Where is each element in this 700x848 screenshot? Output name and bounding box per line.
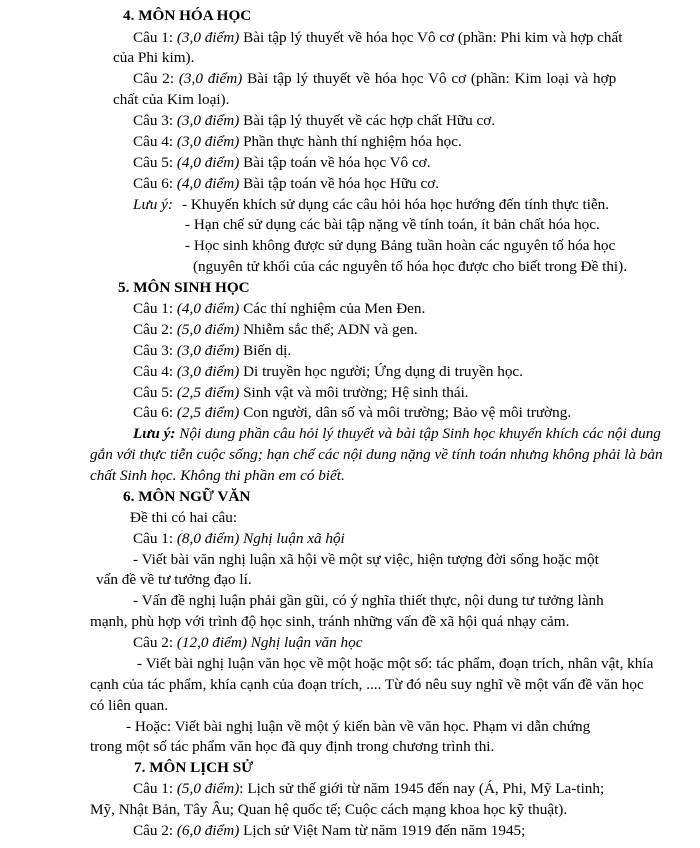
lit-intro: Đề thi có hai câu: <box>130 509 238 526</box>
bio-q5: Câu 5: (2,5 điểm) Sinh vật và môi trường; Hệ sinh thái. <box>133 384 469 401</box>
hist-q2: Câu 2: (6,0 điểm) Lịch sử Việt Nam từ năm 1919 đến năm 1945; <box>133 822 526 839</box>
bio-note-line-2: gắn với thực tiễn cuộc sống; hạn chế các nội dung nặng về tính toán nhưng không phải là bản <box>90 446 663 463</box>
bio-note-line-3: chất Sinh học. Không thi phần em có biết. <box>90 467 345 484</box>
lit-q1-line-1: - Viết bài văn nghị luận xã hội về một sự việc, hiện tượng đời sống hoặc một <box>133 551 599 568</box>
lit-q1-line-4: mạnh, phù hợp với trình độ học sinh, tránh những vấn đề xã hội quá nhạy cảm. <box>90 613 570 630</box>
section-title-chemistry: 4. MÔN HÓA HỌC <box>123 7 252 24</box>
chem-q6: Câu 6: (4,0 điểm) Bài tập toán về hóa học Hữu cơ. <box>133 175 440 192</box>
chem-note-label: Lưu ý: <box>133 196 173 213</box>
lit-q1: Câu 1: (8,0 điểm) Nghị luận xã hội <box>133 530 345 547</box>
chem-q1: Câu 1: (3,0 điểm) Bài tập lý thuyết về hóa học Vô cơ (phần: Phi kim và hợp chất <box>133 29 623 46</box>
bio-note-line-1: Lưu ý: Nội dung phần câu hỏi lý thuyết và bài tập Sinh học khuyến khích các nội dung <box>133 425 661 442</box>
chem-q2-cont: chất của Kim loại). <box>113 91 230 108</box>
lit-q1-line-2: vấn đề về tư tưởng đạo lí. <box>96 571 252 588</box>
section-title-biology: 5. MÔN SINH HỌC <box>118 279 250 296</box>
chem-q4: Câu 4: (3,0 điểm) Phần thực hành thí nghiệm hóa học. <box>133 133 462 150</box>
bio-q3: Câu 3: (3,0 điểm) Biến dị. <box>133 342 292 359</box>
chem-note-line-2: - Hạn chế sử dụng các bài tập nặng về tính toán, ít bản chất hóa học. <box>185 216 600 233</box>
chem-q1-cont: của Phi kim). <box>113 49 195 66</box>
hist-q1: Câu 1: (5,0 điểm): Lịch sử thế giới từ năm 1945 đến nay (Á, Phi, Mỹ La-tinh; <box>133 780 605 797</box>
lit-q2-line-2: cạnh của tác phẩm, khía cạnh của đoạn trích, .... Từ đó nêu suy nghĩ về một vấn đề văn học <box>90 676 644 693</box>
bio-q6: Câu 6: (2,5 điểm) Con người, dân số và môi trường; Bảo vệ môi trường. <box>133 404 572 421</box>
lit-q2-line-1: - Viết bài nghị luận văn học về một hoặc một số: tác phẩm, đoạn trích, nhân vật, khía <box>137 655 654 672</box>
chem-note-line-1: - Khuyến khích sử dụng các câu hỏi hóa học hướng đến tính thực tiễn. <box>182 196 610 213</box>
hist-q1-cont: Mỹ, Nhật Bản, Tây Âu; Quan hệ quốc tế; Cuộc cách mạng khoa học kỹ thuật). <box>90 801 568 818</box>
lit-q2-line-5: trong một số tác phẩm văn học đã quy định trong chương trình thi. <box>90 738 495 755</box>
chem-note-line-3: - Học sinh không được sử dụng Bảng tuần hoàn các nguyên tố hóa học <box>185 237 616 254</box>
lit-q2-line-3: có liên quan. <box>90 697 169 714</box>
bio-q2: Câu 2: (5,0 điểm) Nhiễm sắc thể; ADN và gen. <box>133 321 418 338</box>
section-title-literature: 6. MÔN NGỮ VĂN <box>123 488 251 505</box>
chem-q3: Câu 3: (3,0 điểm) Bài tập lý thuyết về các hợp chất Hữu cơ. <box>133 112 496 129</box>
lit-q2: Câu 2: (12,0 điểm) Nghị luận văn học <box>133 634 363 651</box>
chem-note-line-4: (nguyên tử khối của các nguyên tố hóa học được cho biết trong Đề thi). <box>193 258 628 275</box>
lit-q1-line-3: - Vấn đề nghị luận phải gần gũi, có ý nghĩa thiết thực, nội dung tư tưởng lành <box>133 592 604 609</box>
chem-q5: Câu 5: (4,0 điểm) Bài tập toán về hóa học Vô cơ. <box>133 154 431 171</box>
section-title-history: 7. MÔN LỊCH SỬ <box>134 759 254 776</box>
chem-q2: Câu 2: (3,0 điểm) Bài tập lý thuyết về hóa học Vô cơ (phần: Kim loại và hợp <box>133 70 617 87</box>
bio-q1: Câu 1: (4,0 điểm) Các thí nghiệm của Men Đen. <box>133 300 426 317</box>
lit-q2-line-4: - Hoặc: Viết bài nghị luận về một ý kiến bàn về văn học. Phạm vi dẫn chứng <box>126 718 591 735</box>
bio-q4: Câu 4: (3,0 điểm) Di truyền học người; Ứng dụng di truyền học. <box>133 363 523 380</box>
